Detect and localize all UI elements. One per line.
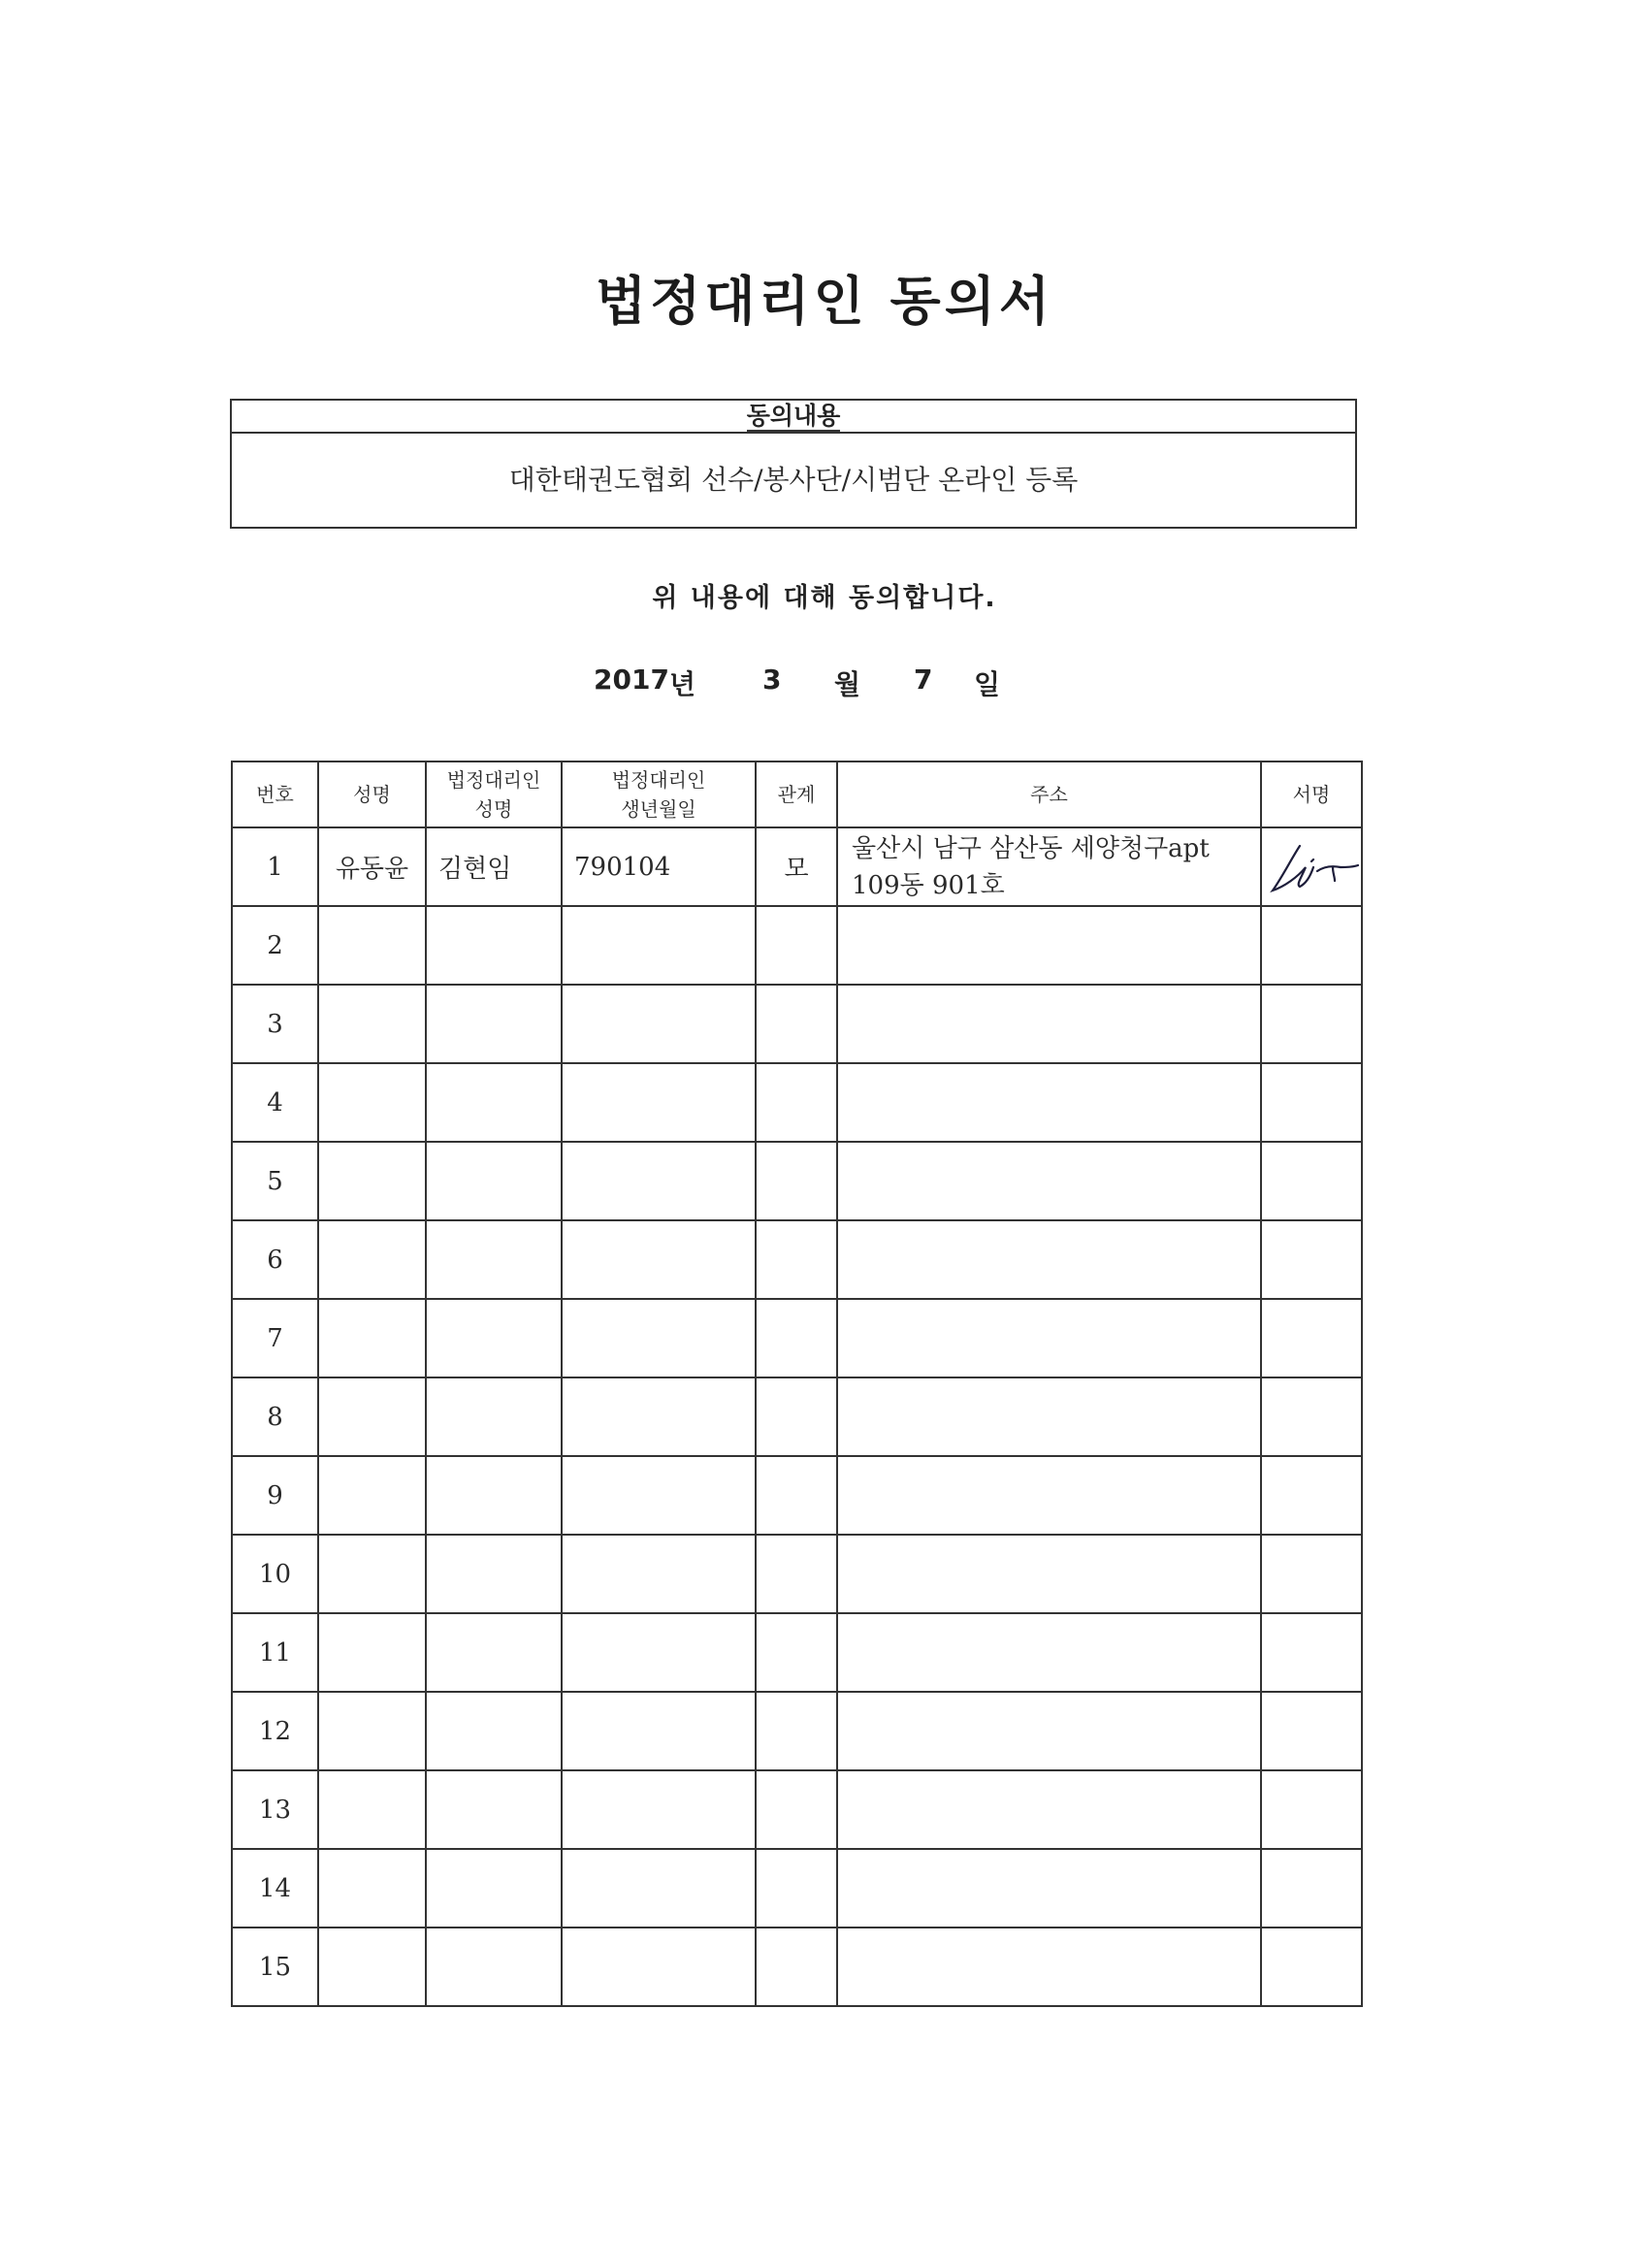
- date-day: 7: [914, 664, 933, 696]
- registration-table: [231, 761, 1363, 2007]
- consent-header: 동의내용: [232, 401, 1355, 434]
- cell-no: 10: [232, 1535, 318, 1613]
- header-no: 번호: [232, 761, 318, 827]
- handwritten-signature-icon: [1263, 838, 1360, 896]
- table-row: [232, 1692, 1362, 1770]
- table-row: [232, 1220, 1362, 1299]
- table-row: [232, 1535, 1362, 1613]
- table-row: [232, 1377, 1362, 1456]
- cell-no: 4: [232, 1063, 318, 1142]
- table-row: [232, 1613, 1362, 1692]
- table-row: [232, 1142, 1362, 1220]
- cell-no: 11: [232, 1613, 318, 1692]
- cell-no: 6: [232, 1220, 318, 1299]
- table-row: [232, 1299, 1362, 1377]
- table-row: [232, 1770, 1362, 1849]
- cell-signature: [1261, 827, 1362, 906]
- cell-no: 13: [232, 1770, 318, 1849]
- cell-no: 5: [232, 1142, 318, 1220]
- page-title: 법정대리인 동의서: [595, 271, 1054, 332]
- header-signature: 서명: [1261, 761, 1362, 827]
- date-line: [0, 664, 1649, 702]
- table-row: [232, 1849, 1362, 1928]
- cell-birth: 790104: [562, 827, 756, 906]
- header-relation: 관계: [756, 761, 837, 827]
- table-row: [232, 985, 1362, 1063]
- date-day-unit: 일: [974, 668, 1001, 700]
- date-year: 2017: [594, 664, 669, 696]
- cell-guardian: 김현임: [426, 827, 562, 906]
- table-header-row: [232, 761, 1362, 827]
- cell-no: 3: [232, 985, 318, 1063]
- header-address: 주소: [837, 761, 1261, 827]
- consent-box: [230, 399, 1357, 529]
- header-name: 성명: [318, 761, 426, 827]
- cell-no: 12: [232, 1692, 318, 1770]
- header-guardian-name: 법정대리인 성명: [426, 761, 562, 827]
- cell-no: 7: [232, 1299, 318, 1377]
- consent-content: 대한태권도협회 선수/봉사단/시범단 온라인 등록: [508, 464, 1079, 496]
- cell-relation: 모: [756, 827, 837, 906]
- cell-no: 1: [232, 827, 318, 906]
- table-row: [232, 1456, 1362, 1535]
- date-year-unit: 년: [669, 668, 696, 700]
- header-guardian-birth: 법정대리인 생년월일: [562, 761, 756, 827]
- cell-no: 15: [232, 1928, 318, 2006]
- table-row: [232, 1063, 1362, 1142]
- cell-no: 9: [232, 1456, 318, 1535]
- table-row: [232, 906, 1362, 985]
- cell-no: 14: [232, 1849, 318, 1928]
- cell-address: 울산시 남구 삼산동 세양청구apt 109동 901호: [837, 827, 1261, 906]
- date-month: 3: [762, 664, 782, 696]
- agreement-statement: 위 내용에 대해 동의합니다.: [652, 583, 997, 613]
- cell-name: 유동윤: [318, 827, 426, 906]
- cell-no: 2: [232, 906, 318, 985]
- cell-no: 8: [232, 1377, 318, 1456]
- date-month-unit: 월: [834, 668, 861, 700]
- table-row: [232, 1928, 1362, 2006]
- table-row: [232, 827, 1362, 906]
